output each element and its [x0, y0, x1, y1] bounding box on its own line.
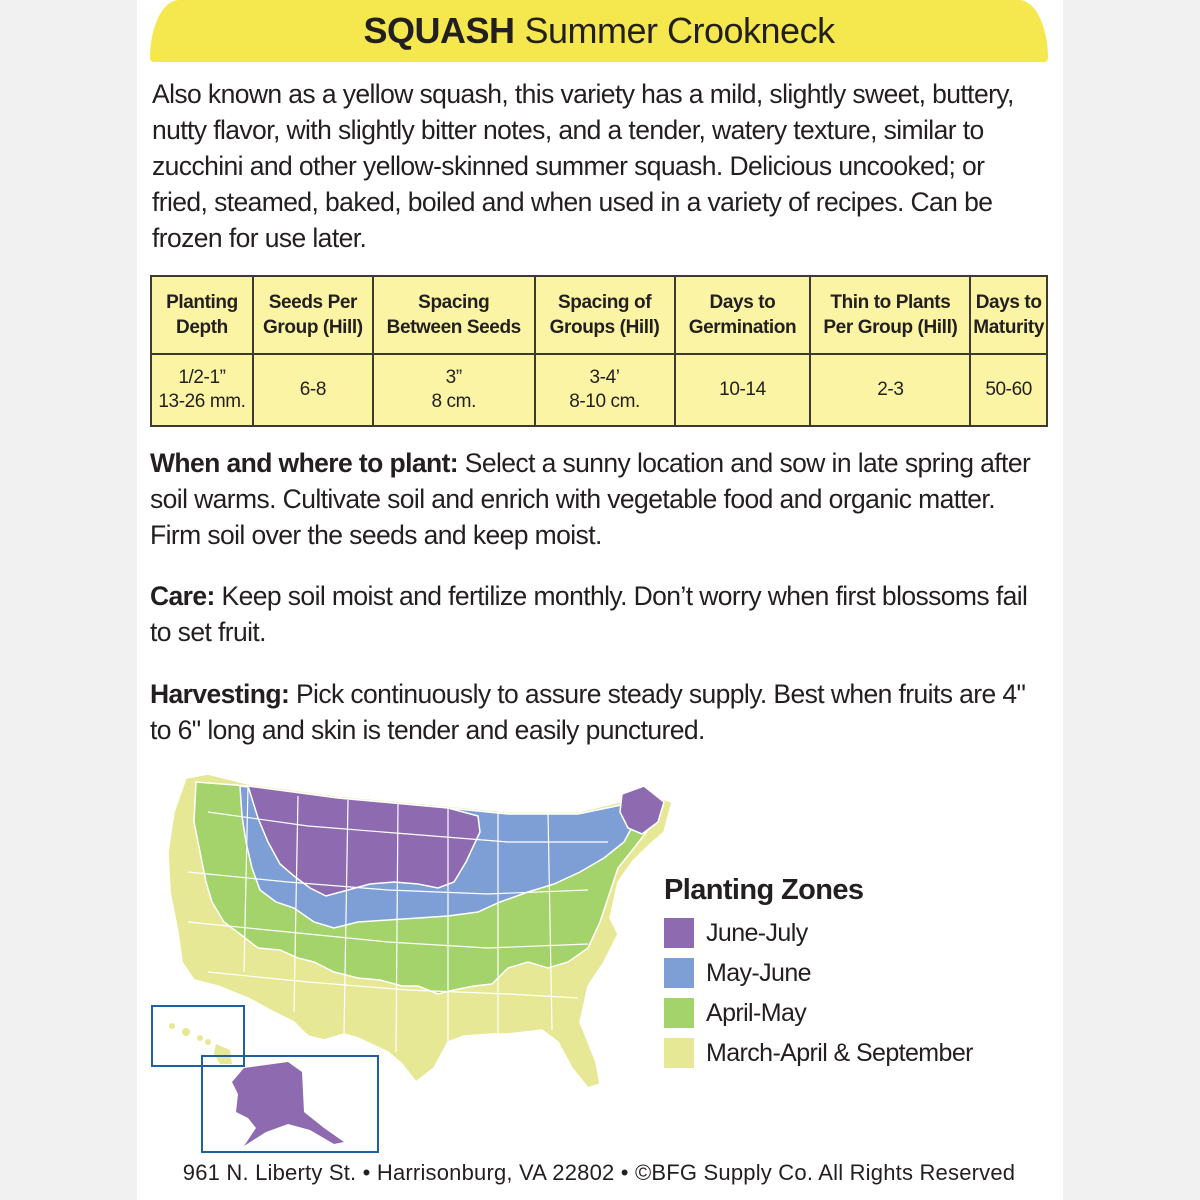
planting-specs-table — [150, 275, 1048, 427]
when-where-text: Select a sunny location and sow in late spring after soil warms. Cultivate soil and enrich with vegetable food and organic matter. Firm soil over the seeds and keep moist. — [150, 448, 1031, 550]
care-label: Care: — [150, 581, 215, 611]
us-map-illustration — [148, 772, 678, 1157]
harvesting-label: Harvesting: — [150, 679, 290, 709]
title-bar — [150, 0, 1048, 62]
legend-label: April-May — [706, 998, 807, 1027]
care-section — [150, 578, 1050, 650]
hawaii-islands — [169, 1023, 232, 1064]
title-subtitle: Summer Crookneck — [524, 10, 835, 51]
header-seeds-per-group: Seeds Per Group (Hill) — [253, 276, 373, 354]
value-spacing-between-seeds: 3” 8 cm. — [373, 354, 535, 426]
alaska-shape — [232, 1062, 344, 1146]
when-where-section — [150, 445, 1050, 553]
care-text: Keep soil moist and fertilize monthly. Don’t worry when first blossoms fail to set fruit. — [150, 581, 1028, 647]
planting-zone-map — [148, 772, 678, 1157]
legend-item-may-june — [664, 953, 984, 993]
value-seeds-per-group: 6-8 — [253, 354, 373, 426]
header-spacing-between-seeds: Spacing Between Seeds — [373, 276, 535, 354]
legend-label: June-July — [706, 918, 808, 947]
legend-title: Planting Zones — [664, 874, 864, 906]
value-days-to-germination: 10-14 — [675, 354, 811, 426]
swatch-purple — [664, 918, 694, 948]
harvesting-text: Pick continuously to assure steady supply. Best when fruits are 4" to 6" long and skin is tender and easily punctured. — [150, 679, 1026, 745]
value-thin-to-plants: 2-3 — [810, 354, 970, 426]
legend-item-june-july — [664, 913, 984, 953]
header-days-to-maturity: Days to Maturity — [970, 276, 1047, 354]
header-planting-depth: Planting Depth — [151, 276, 253, 354]
when-where-label: When and where to plant: — [150, 448, 459, 478]
planting-zones-legend — [664, 874, 984, 1073]
intro-description: Also known as a yellow squash, this variety has a mild, slightly sweet, buttery, nutty flavor, with slightly bitter notes, and a tender, watery texture, similar to zucchini and other yellow-skinned summer squash. Delicious uncooked; or fried, steamed, baked, boiled and when used in a variety of recipes. Can be frozen for use later. — [152, 79, 1014, 253]
legend-item-march-april-september — [664, 1033, 984, 1073]
header-spacing-of-groups: Spacing of Groups (Hill) — [535, 276, 675, 354]
swatch-green — [664, 998, 694, 1028]
swatch-yellow — [664, 1038, 694, 1068]
header-thin-to-plants: Thin to Plants Per Group (Hill) — [810, 276, 970, 354]
swatch-blue — [664, 958, 694, 988]
value-days-to-maturity: 50-60 — [970, 354, 1047, 426]
value-spacing-of-groups: 3-4’ 8-10 cm. — [535, 354, 675, 426]
footer-address: 961 N. Liberty St. • Harrisonburg, VA 22802 • ©BFG Supply Co. All Rights Reserved — [182, 1160, 1016, 1185]
title-variety: SQUASH — [363, 10, 515, 51]
header-days-to-germination: Days to Germination — [675, 276, 811, 354]
legend-item-april-may — [664, 993, 984, 1033]
specs-header-row — [151, 276, 1047, 354]
legend-label: May-June — [706, 958, 811, 987]
value-planting-depth: 1/2-1” 13-26 mm. — [151, 354, 253, 426]
specs-value-row — [151, 354, 1047, 426]
legend-label: March-April & September — [706, 1038, 973, 1067]
harvesting-section — [150, 676, 1050, 748]
